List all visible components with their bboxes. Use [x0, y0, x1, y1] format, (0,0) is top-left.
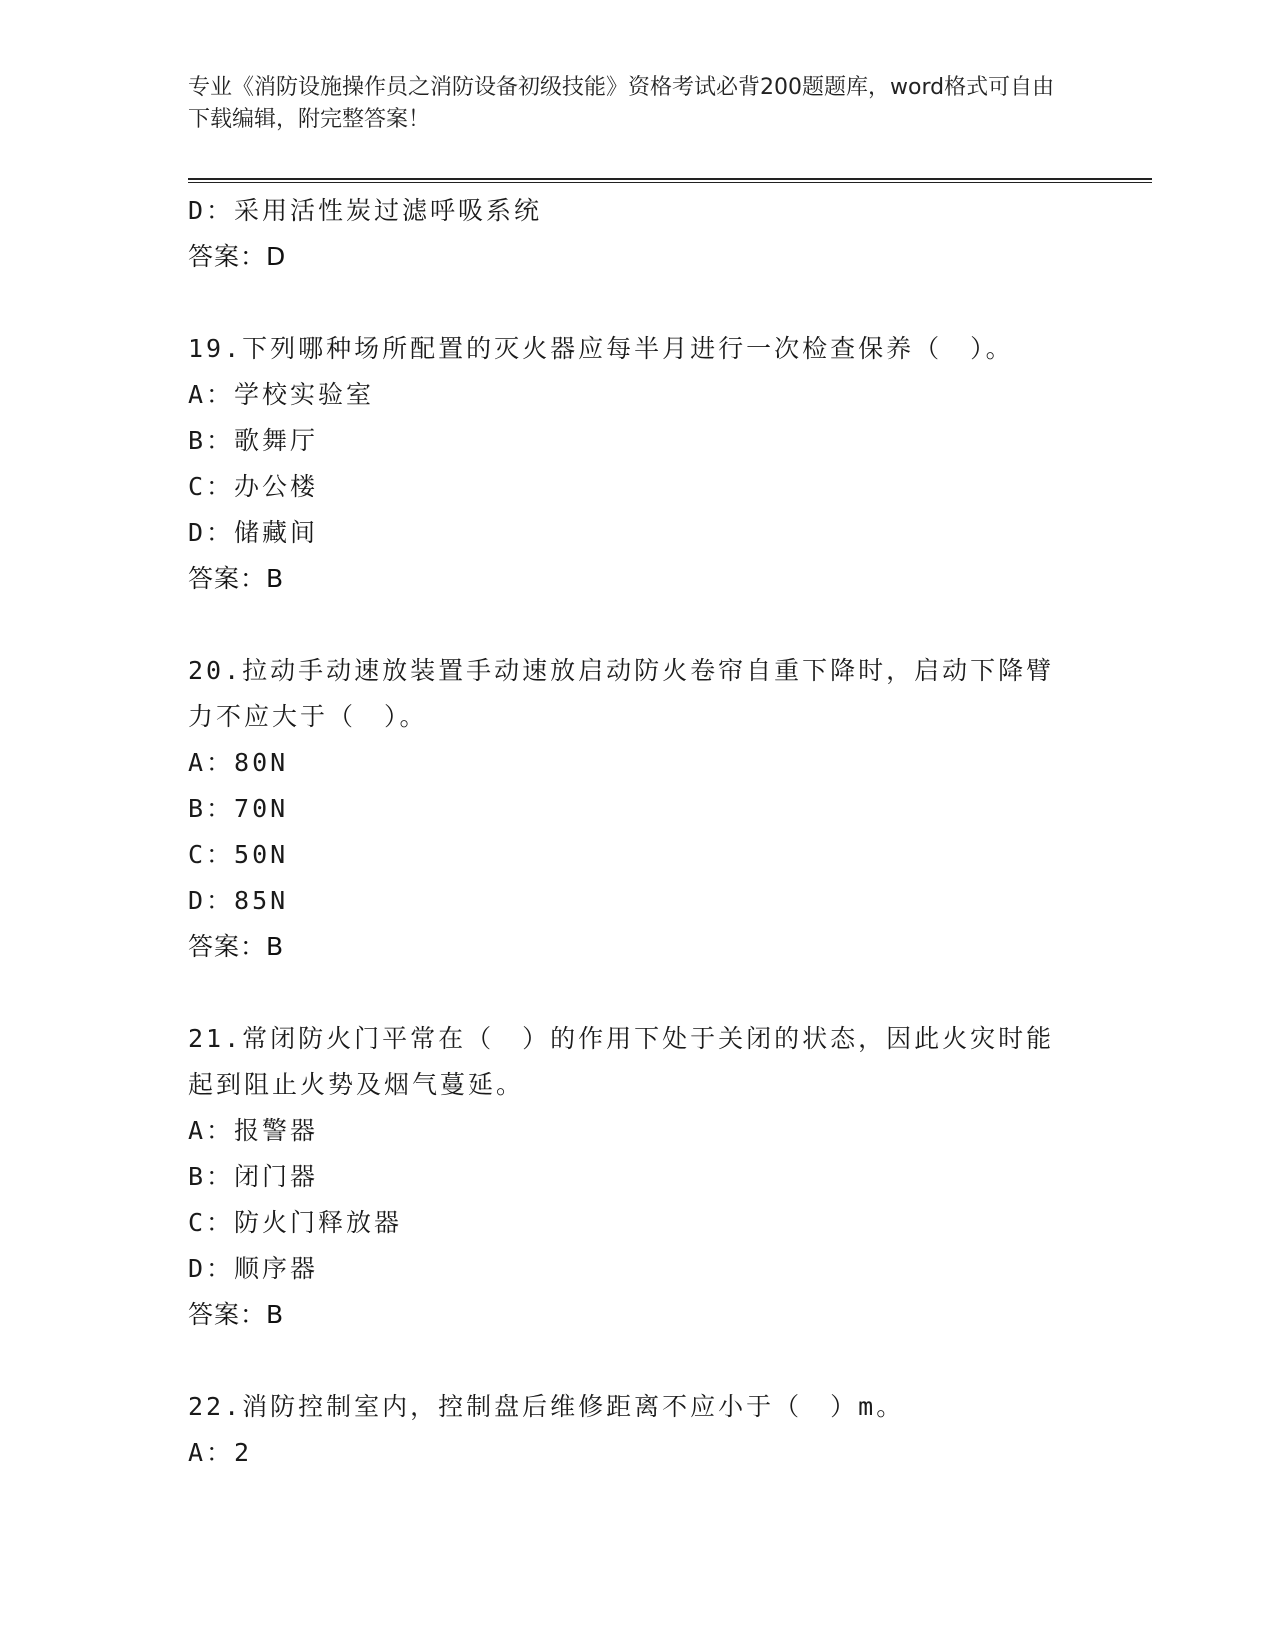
answer: 答案：D: [188, 242, 287, 271]
option-d: D：顺序器: [188, 1254, 319, 1283]
option-b: B：歌舞厅: [188, 426, 319, 455]
option-c: C：办公楼: [188, 472, 319, 501]
option-a: A：2: [188, 1438, 253, 1467]
question-22: [188, 1384, 1088, 1476]
option-b: B：闭门器: [188, 1162, 319, 1191]
option-a: A：学校实验室: [188, 380, 375, 409]
question-20: [188, 648, 1088, 970]
option-c: C：防火门释放器: [188, 1208, 403, 1237]
answer: 答案：B: [188, 932, 285, 961]
header-divider: [188, 178, 1152, 180]
document-body: [188, 188, 1088, 1476]
question-21: [188, 1016, 1088, 1338]
page-header: 专业《消防设施操作员之消防设备初级技能》资格考试必背200题题库，word格式可自由下载编辑，附完整答案！: [188, 75, 1055, 132]
question-stem: 19.下列哪种场所配置的灭火器应每半月进行一次检查保养（ ）。: [188, 334, 1014, 363]
answer: 答案：B: [188, 1300, 285, 1329]
question-stem: 20.拉动手动速放装置手动速放启动防火卷帘自重下降时，启动下降臂力不应大于（ ）。: [188, 656, 1055, 731]
question-stem: 22.消防控制室内，控制盘后维修距离不应小于（ ）m。: [188, 1392, 905, 1421]
option-a: A：80N: [188, 748, 289, 777]
option-d: D：采用活性炭过滤呼吸系统: [188, 196, 543, 225]
option-d: D：85N: [188, 886, 289, 915]
option-b: B：70N: [188, 794, 289, 823]
option-c: C：50N: [188, 840, 289, 869]
question-stem: 21.常闭防火门平常在（ ）的作用下处于关闭的状态，因此火灾时能起到阻止火势及烟气蔓延。: [188, 1024, 1055, 1099]
header-divider-thin: [188, 182, 1152, 183]
question-19: [188, 326, 1088, 602]
answer: 答案：B: [188, 564, 285, 593]
option-a: A：报警器: [188, 1116, 319, 1145]
option-d: D：储藏间: [188, 518, 319, 547]
